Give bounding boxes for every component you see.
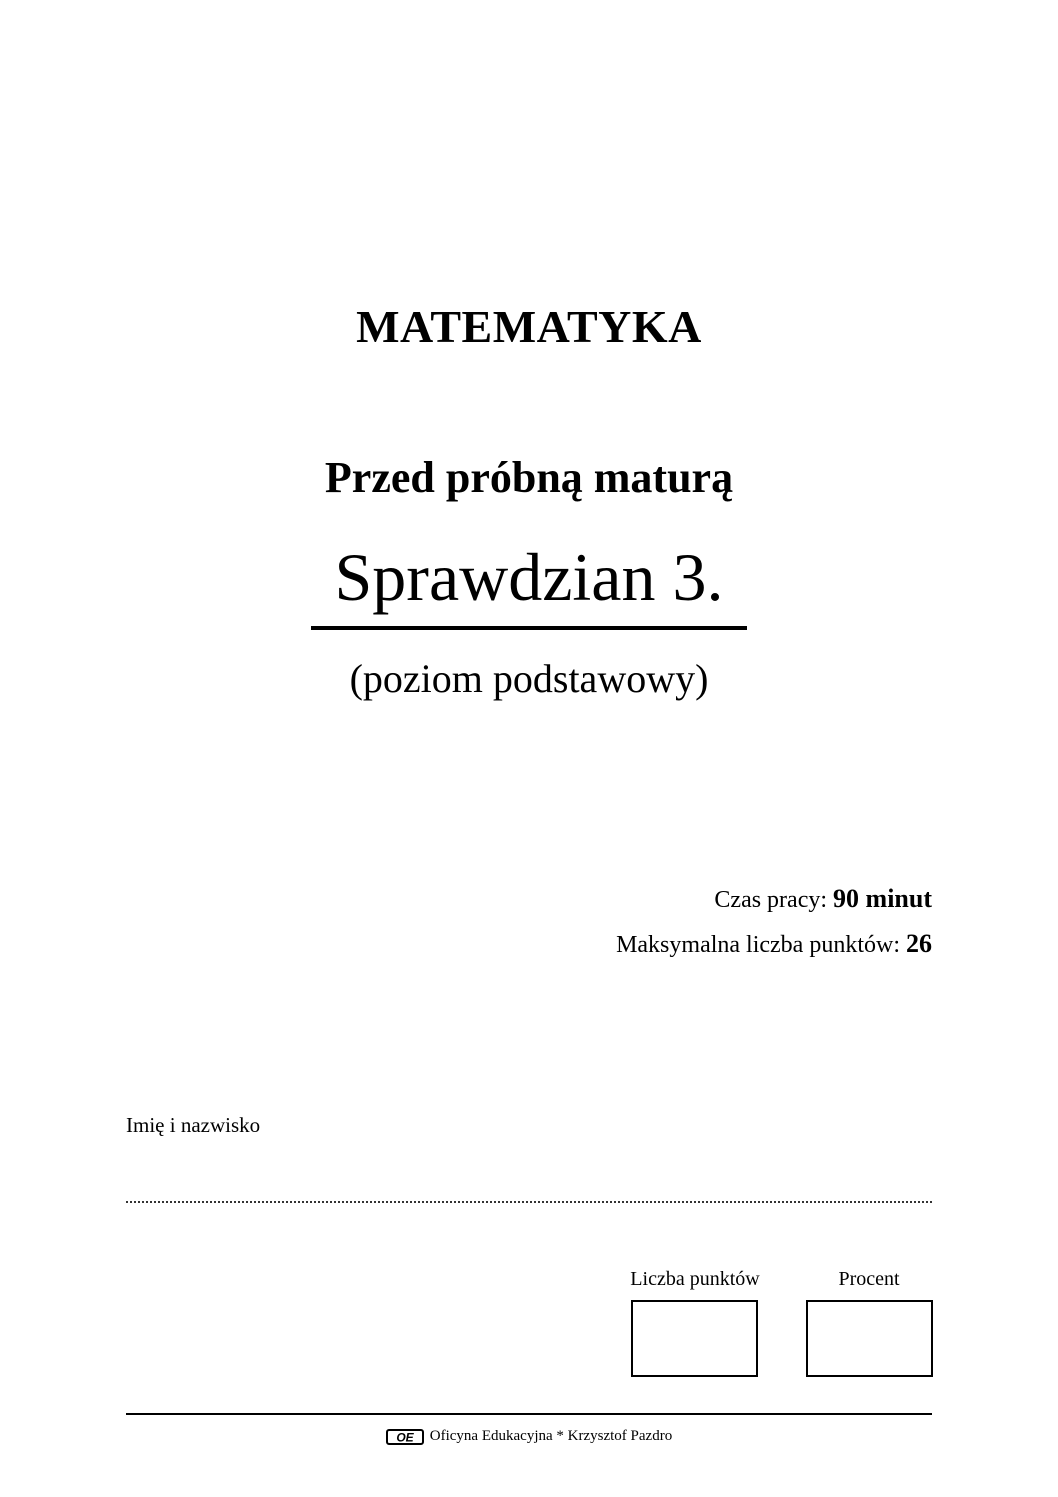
test-level: (poziom podstawowy)	[349, 656, 709, 701]
work-time-line	[714, 884, 932, 914]
svg-text:OE: OE	[396, 1430, 414, 1445]
max-points-line	[616, 929, 932, 959]
name-field-label: Imię i nazwisko	[126, 1113, 261, 1137]
page-subtitle: Przed próbną maturą	[324, 453, 734, 502]
points-box[interactable]	[631, 1300, 758, 1377]
work-time-label: Czas pracy:	[714, 887, 834, 913]
test-name-underline	[311, 626, 747, 630]
max-points-label: Maksymalna liczba punktów:	[616, 932, 906, 958]
test-name: Sprawdzian 3.	[334, 539, 724, 615]
percent-box-label: Procent	[838, 1268, 900, 1290]
work-time-value: 90 minut	[833, 884, 932, 913]
publisher-logo-icon	[386, 1429, 424, 1445]
footer	[0, 1428, 1058, 1445]
percent-box[interactable]	[806, 1300, 933, 1377]
footer-divider	[126, 1413, 932, 1415]
points-box-label: Liczba punktów	[630, 1268, 760, 1290]
name-field-line[interactable]	[126, 1187, 932, 1203]
publisher-name: Oficyna Edukacyjna * Krzysztof Pazdro	[429, 1428, 673, 1445]
page-title: MATEMATYKA	[356, 301, 702, 352]
max-points-value: 26	[906, 929, 932, 958]
